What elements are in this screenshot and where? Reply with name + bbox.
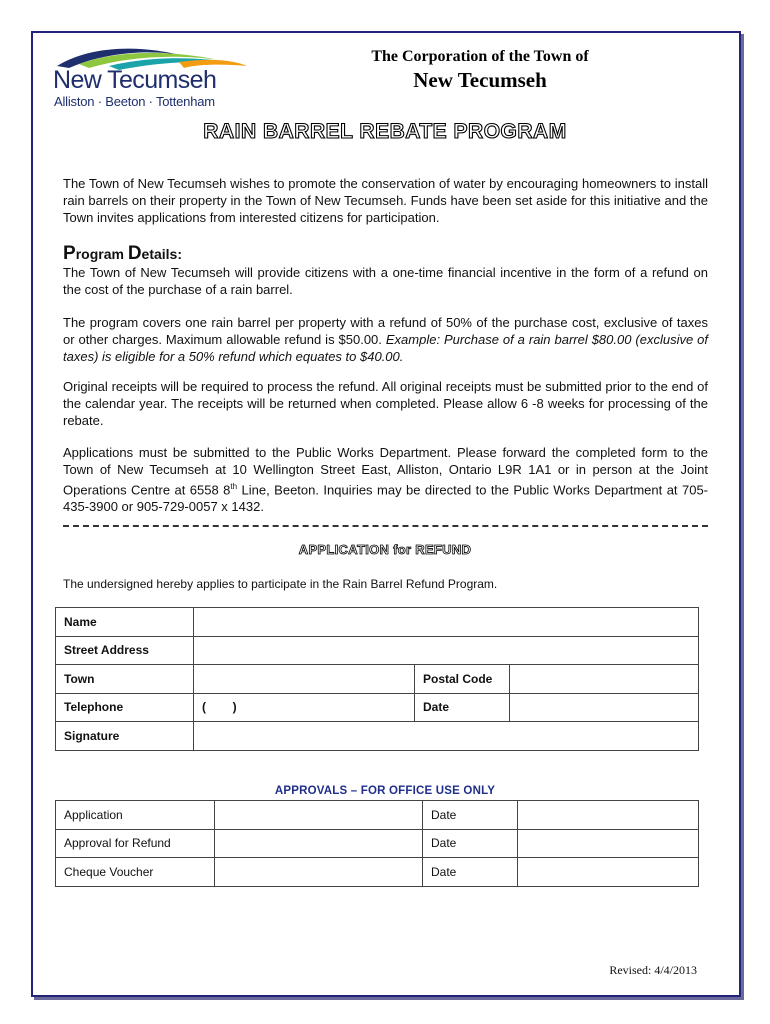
document-title: RAIN BARREL REBATE PROGRAM bbox=[203, 120, 567, 143]
heading-cap-p: P bbox=[63, 243, 76, 264]
details-paragraph-4-text-a: Applications must be submitted to the Public Works Department. Please forward the completed form to the Town of New Tecumseh at 10 Wellington Street East, Alliston, Ontario L9R 1A1 or in person at the Joint Operations Centre at 6558 8 bbox=[63, 445, 708, 498]
approval-label: Approval for Refund bbox=[56, 829, 215, 858]
office-use-table bbox=[55, 800, 699, 887]
telephone-field[interactable] bbox=[194, 693, 415, 722]
telephone-area-code: ( ) bbox=[202, 700, 237, 715]
cheque-date-label: Date bbox=[423, 858, 518, 887]
details-paragraph-2-example: Example: Purchase of a rain barrel $80.00 (exclusive of taxes) is eligible for a 50% refund which equates to $40.00. bbox=[63, 332, 708, 364]
cheque-date-field[interactable] bbox=[518, 858, 699, 887]
application-date-field[interactable] bbox=[518, 801, 699, 830]
application-intro: The undersigned hereby applies to participate in the Rain Barrel Refund Program. bbox=[63, 577, 498, 591]
application-label: Application bbox=[56, 801, 215, 830]
street-address-label: Street Address bbox=[56, 636, 194, 665]
program-details-heading bbox=[63, 243, 182, 265]
logo-subtitle: Alliston · Beeton · Tottenham bbox=[54, 94, 215, 109]
name-field[interactable] bbox=[194, 608, 699, 637]
details-paragraph-3: Original receipts will be required to process the refund. All original receipts must be submitted prior to the end of the calendar year. The receipts will be returned when completed. Please allow 6 -8 weeks for processing of the rebate. bbox=[63, 379, 708, 428]
form-row-name bbox=[56, 608, 699, 637]
approval-date-field[interactable] bbox=[518, 829, 699, 858]
heading-rest-d: etails: bbox=[141, 246, 183, 262]
office-row-cheque bbox=[56, 858, 699, 887]
details-paragraph-2 bbox=[63, 314, 708, 365]
signature-label: Signature bbox=[56, 722, 194, 751]
details-paragraph-4 bbox=[63, 444, 708, 515]
application-form-table bbox=[55, 607, 699, 751]
application-title: APPLICATION for REFUND bbox=[298, 542, 472, 557]
cheque-field[interactable] bbox=[215, 858, 423, 887]
revised-date: Revised: 4/4/2013 bbox=[609, 963, 697, 977]
cheque-label: Cheque Voucher bbox=[56, 858, 215, 887]
approvals-title: APPROVALS – FOR OFFICE USE ONLY bbox=[274, 785, 496, 797]
application-field[interactable] bbox=[215, 801, 423, 830]
logo-title: New Tecumseh bbox=[53, 66, 217, 94]
town-label: Town bbox=[56, 665, 194, 694]
application-date-label: Date bbox=[423, 801, 518, 830]
form-row-street bbox=[56, 636, 699, 665]
town-field[interactable] bbox=[194, 665, 415, 694]
office-row-approval bbox=[56, 829, 699, 858]
heading-rest-p: rogram bbox=[75, 246, 128, 262]
approval-date-label: Date bbox=[423, 829, 518, 858]
intro-paragraph: The Town of New Tecumseh wishes to promote the conservation of water by encouraging homeowners to install rain barrels on their property in the Town of New Tecumseh. Funds have been set aside for this initiative and the Town invites applications from interested citizens for participation. bbox=[63, 176, 708, 225]
date-field[interactable] bbox=[510, 693, 699, 722]
corporation-line: The Corporation of the Town of bbox=[371, 48, 589, 65]
details-paragraph-2-text: The program covers one rain barrel per property with a refund of 50% of the purchase cost, exclusive of taxes or other charges. Maximum allowable refund is $50.00. bbox=[63, 315, 708, 347]
street-address-field[interactable] bbox=[194, 636, 699, 665]
form-row-town bbox=[56, 665, 699, 694]
postal-code-field[interactable] bbox=[510, 665, 699, 694]
telephone-label: Telephone bbox=[56, 693, 194, 722]
heading-cap-d: D bbox=[127, 243, 142, 264]
date-label: Date bbox=[415, 693, 510, 722]
details-paragraph-4-sup: th bbox=[230, 482, 238, 491]
name-label: Name bbox=[56, 608, 194, 637]
form-row-signature bbox=[56, 722, 699, 751]
town-logo bbox=[49, 44, 249, 110]
postal-code-label: Postal Code bbox=[415, 665, 510, 694]
signature-field[interactable] bbox=[194, 722, 699, 751]
approval-field[interactable] bbox=[215, 829, 423, 858]
town-name: New Tecumseh bbox=[413, 68, 547, 92]
details-paragraph-1: The Town of New Tecumseh will provide citizens with a one-time financial incentive in the form of a refund on the cost of the purchase of a rain barrel. bbox=[63, 265, 708, 297]
cut-line-divider bbox=[63, 525, 708, 527]
details-paragraph-4-text-b: Line, Beeton. Inquiries may be directed to the Public Works Department at 705-435-3900 or 905-729-0057 x 1432. bbox=[63, 482, 708, 515]
office-row-application bbox=[56, 801, 699, 830]
form-row-telephone bbox=[56, 693, 699, 722]
